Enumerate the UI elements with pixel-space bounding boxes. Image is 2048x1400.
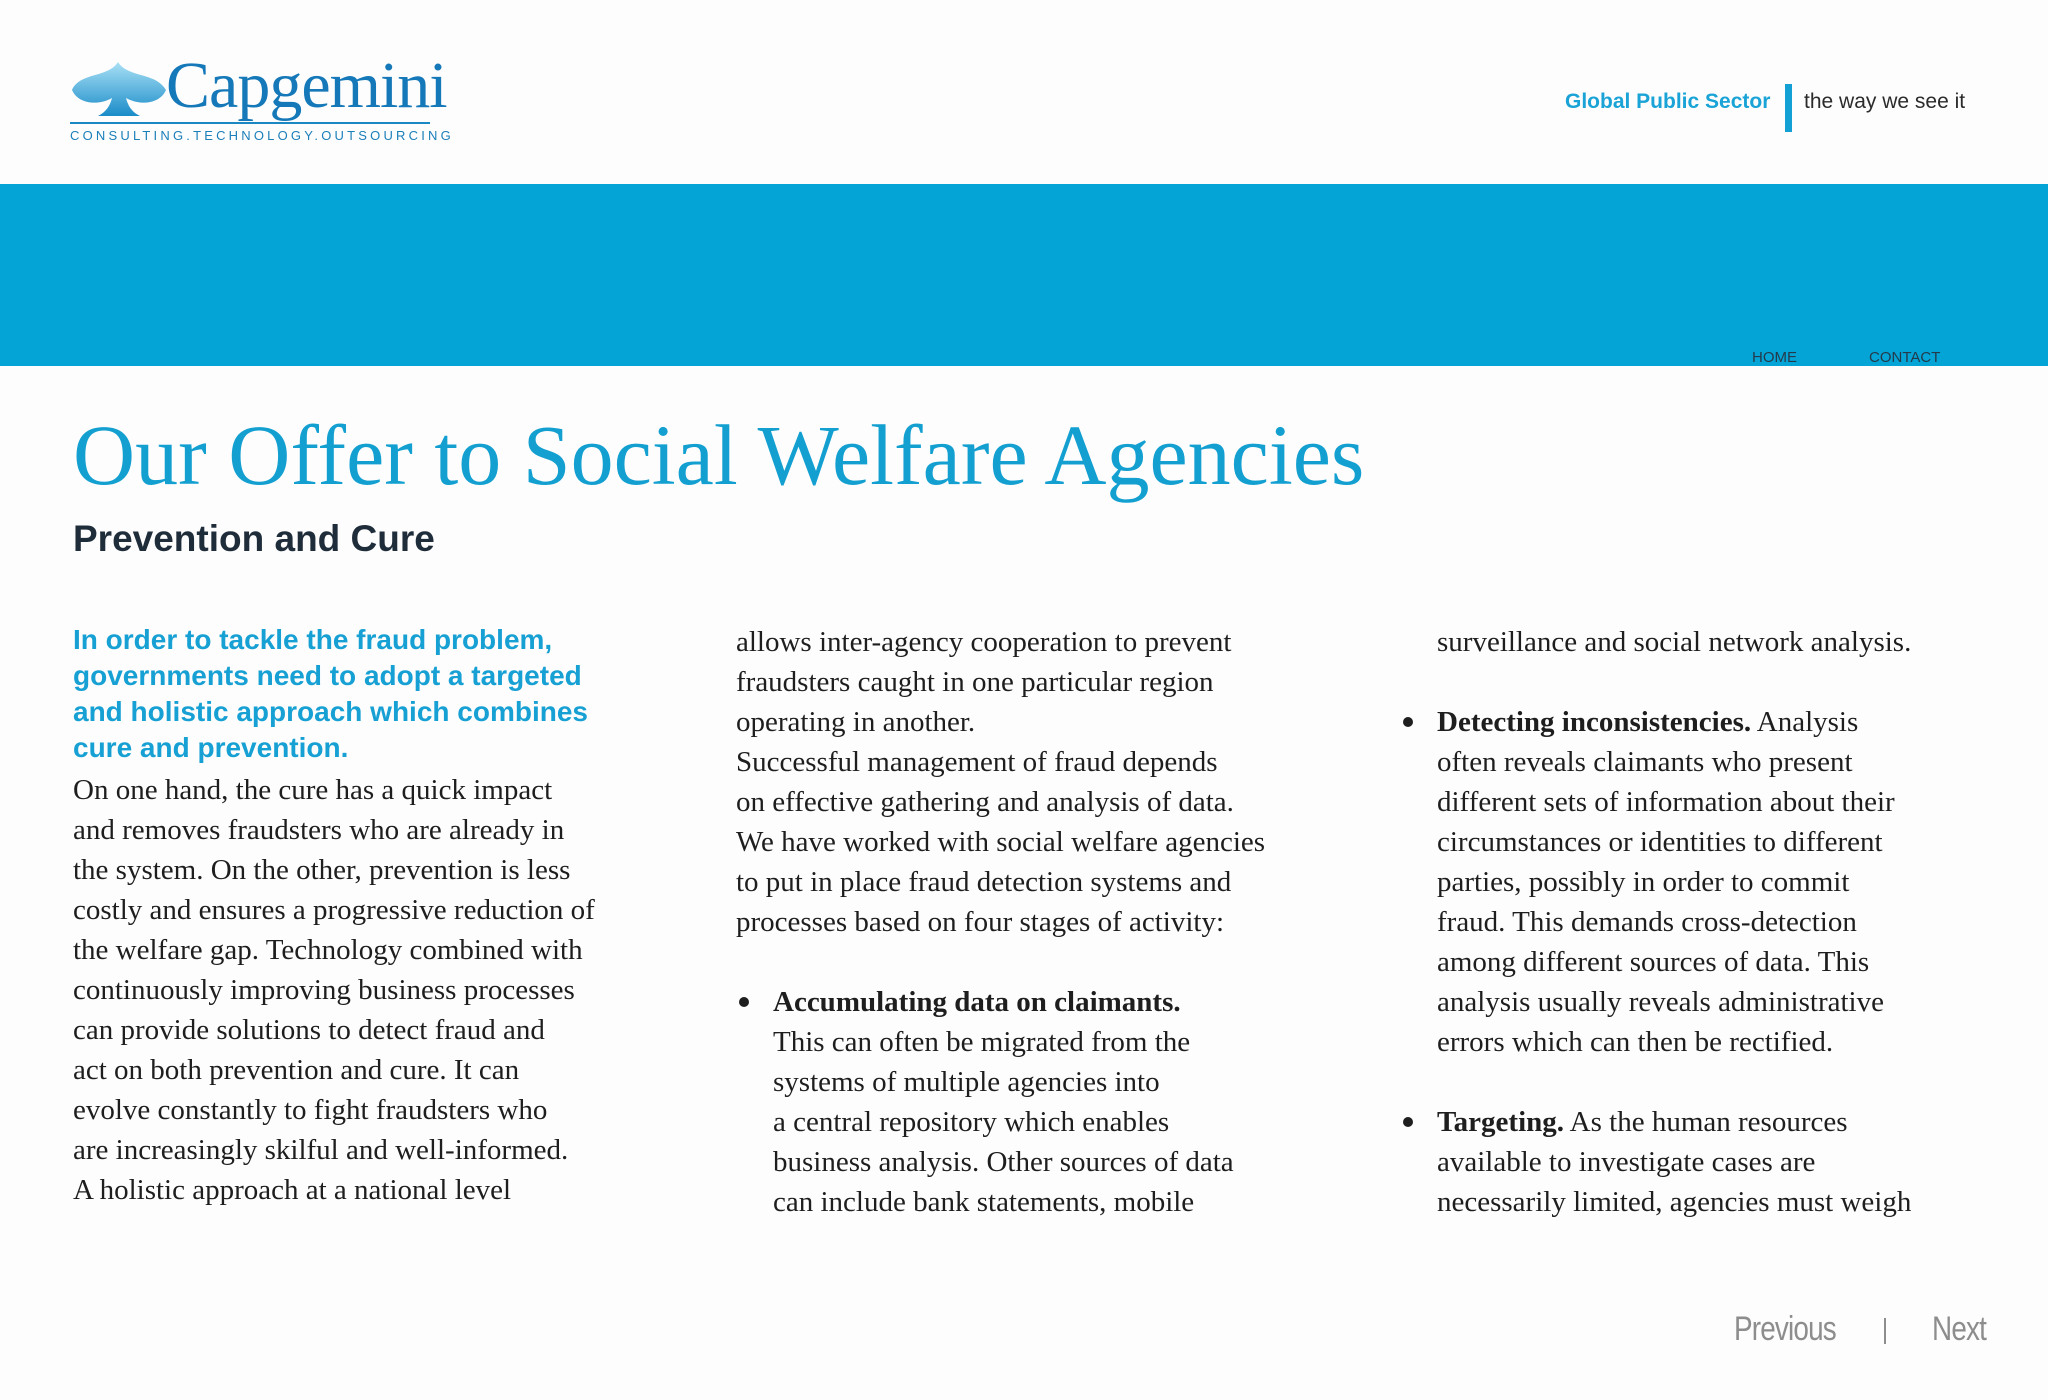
bullet-heading: Accumulating data on claimants. [773,986,1181,1018]
body-paragraph [73,770,663,1210]
text-line: on effective gathering and analysis of data. [736,786,1234,818]
text-line: operating in another. [736,706,976,738]
header-divider [1785,84,1792,132]
text-line: can include bank statements, mobile [773,1186,1195,1218]
text-line: This can often be migrated from the [773,1026,1191,1058]
text-line: systems of multiple agencies into [773,1066,1160,1098]
brand-name: Capgemini [166,49,447,122]
text-line: the welfare gap. Technology combined with [73,934,583,966]
text-line: surveillance and social network analysis. [1437,626,1912,658]
text-fragment: As the human resources [1564,1106,1848,1138]
lead-line: governments need to adopt a targeted [73,660,582,691]
text-line: among different sources of data. This [1437,946,1870,978]
bullet-heading: Targeting. [1437,1106,1565,1138]
text-line: act on both prevention and cure. It can [73,1054,520,1086]
text-line: On one hand, the cure has a quick impact [73,774,553,806]
bullet-icon [1403,1117,1413,1127]
nav-contact-link[interactable]: CONTACT [1869,349,1941,366]
column-1 [73,622,663,1210]
nav-home-link[interactable]: HOME [1752,349,1797,366]
bullet-item [736,982,1356,1222]
text-line: A holistic approach at a national level [73,1174,512,1206]
text-line: circumstances or identities to different [1437,826,1883,858]
column-2 [736,622,1356,1222]
text-line: analysis usually reveals administrative [1437,986,1884,1018]
text-line: necessarily limited, agencies must weigh [1437,1186,1912,1218]
text-line: business analysis. Other sources of data [773,1146,1234,1178]
text-line: continuously improving business processes [73,974,575,1006]
text-line: processes based on four stages of activity: [736,906,1225,938]
column-3 [1400,622,2020,1222]
text-line: We have worked with social welfare agencies [736,826,1266,858]
text-line: available to investigate cases are [1437,1146,1816,1178]
text-line: often reveals claimants who present [1437,746,1853,778]
bullet-heading: Detecting inconsistencies. [1437,706,1752,738]
lead-line: and holistic approach which combines [73,696,588,727]
text-line: the system. On the other, prevention is less [73,854,571,886]
page-subtitle: Prevention and Cure [73,518,435,559]
body-paragraph [736,622,1356,942]
spade-icon [70,56,170,118]
bullet-icon [739,997,749,1007]
text-line: can provide solutions to detect fraud and [73,1014,545,1046]
lead-line: In order to tackle the fraud problem, [73,624,553,655]
bullet-item [1400,1102,2020,1222]
pager-divider [1884,1318,1886,1344]
text-line: and removes fraudsters who are already in [73,814,565,846]
text-line: to put in place fraud detection systems and [736,866,1232,898]
text-line: parties, possibly in order to commit [1437,866,1850,898]
text-line: allows inter-agency cooperation to prevent [736,626,1232,658]
brand-tagline: CONSULTING.TECHNOLOGY.OUTSOURCING [70,128,454,143]
bullet-item [1400,702,2020,1062]
text-line: fraud. This demands cross-detection [1437,906,1857,938]
logo-divider [70,122,430,124]
page-title: Our Offer to Social Welfare Agencies [73,407,1365,503]
text-line: evolve constantly to fight fraudsters who [73,1094,548,1126]
text-line: Successful management of fraud depends [736,746,1218,778]
header-slogan: the way we see it [1804,90,1966,113]
next-page-link[interactable]: Next [1932,1310,1987,1348]
sector-label: Global Public Sector [1565,90,1771,113]
text-line: costly and ensures a progressive reduction of [73,894,595,926]
continued-text [1400,622,2020,662]
text-fragment: Analysis [1751,706,1859,738]
lead-paragraph [73,622,663,766]
text-line: fraudsters caught in one particular region [736,666,1214,698]
text-line: errors which can then be rectified. [1437,1026,1834,1058]
capgemini-logo[interactable] [70,49,454,144]
header-banner [0,184,2048,366]
lead-line: cure and prevention. [73,732,349,763]
text-line: a central repository which enables [773,1106,1170,1138]
previous-page-link[interactable]: Previous [1734,1310,1836,1348]
bullet-icon [1403,717,1413,727]
text-line: different sets of information about their [1437,786,1895,818]
text-line: are increasingly skilful and well-informed. [73,1134,569,1166]
